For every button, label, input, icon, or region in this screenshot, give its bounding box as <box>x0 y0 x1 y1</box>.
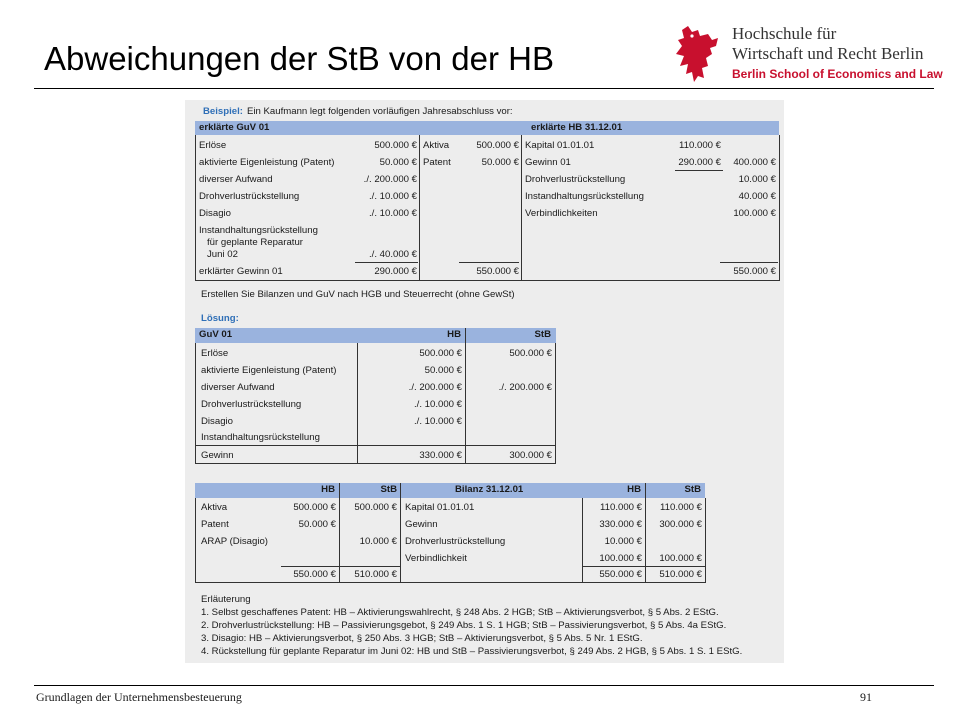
university-logo <box>672 24 943 86</box>
example-label: Beispiel: <box>203 106 243 117</box>
bilanz-liability-label: Gewinn <box>405 519 438 530</box>
berlin-bear-icon <box>672 24 724 84</box>
hb-liability-value: 10.000 € <box>738 174 776 185</box>
solution-guv-stb-header: StB <box>534 329 551 340</box>
solution-guv-row-label: Disagio <box>201 416 233 427</box>
solution-guv-row-hb: 50.000 € <box>424 365 462 376</box>
bilanz-asset-label: ARAP (Disagio) <box>201 536 269 547</box>
slide-title: Abweichungen der StB von der HB <box>44 40 554 77</box>
hb-liability-value: 400.000 € <box>733 157 776 168</box>
guv-row-value: 500.000 € <box>374 140 417 151</box>
guv-total-value: 290.000 € <box>374 266 417 277</box>
solution-guv-row-hb: ./. 200.000 € <box>408 382 462 393</box>
task-text: Erstellen Sie Bilanzen und GuV nach HGB und Steuerrecht (ohne GewSt) <box>201 289 515 300</box>
hb-liability-label: Verbindlichkeiten <box>525 208 598 219</box>
hb-asset-label: Aktiva <box>423 140 450 151</box>
note-item: 2. Drohverlustrückstellung: HB – Passivierungsgebot, § 249 Abs. 1 S. 1 HGB; StB – Passivierungsverbot, § 5 Abs. 4a EStG. <box>201 620 727 631</box>
hb-liability-label: Drohverlustrückstellung <box>525 174 626 185</box>
bilanz-liability-stb: 110.000 € <box>660 502 702 513</box>
bilanz-title: Bilanz 31.12.01 <box>455 484 524 495</box>
guv-title: erklärte GuV 01 <box>199 122 270 133</box>
solution-guv-row-hb: ./. 10.000 € <box>413 399 462 410</box>
guv-row-label: Erlöse <box>199 140 227 151</box>
title-divider <box>34 88 934 89</box>
bilanz-liability-label: Drohverlustrückstellung <box>405 536 506 547</box>
hb-asset-label: Patent <box>423 157 451 168</box>
guv-row-label: Instandhaltungsrückstellung <box>199 225 318 236</box>
bilanz-stb-right-header: StB <box>684 484 701 495</box>
footer-divider <box>34 685 934 686</box>
guv-row-value: ./. 40.000 € <box>368 249 417 260</box>
footer-course-title: Grundlagen der Unternehmensbesteuerung <box>36 690 242 704</box>
guv-row-value: ./. 10.000 € <box>368 191 417 202</box>
bilanz-asset-stb: 500.000 € <box>354 502 397 513</box>
guv-row-label: Juni 02 <box>207 249 238 260</box>
note-item: 1. Selbst geschaffenes Patent: HB – Aktivierungswahlrecht, § 248 Abs. 2 HGB; StB – Aktivierungsverbot, § 5 Abs. 2 EStG. <box>201 607 719 618</box>
page-number: 91 <box>860 690 872 704</box>
bilanz-liability-stb: 100.000 € <box>659 553 702 564</box>
bilanz-liability-hb: 330.000 € <box>599 519 642 530</box>
logo-line-2: Wirtschaft und Recht Berlin <box>732 44 924 63</box>
hb-liability-value: 40.000 € <box>738 191 776 202</box>
guv-row-value: ./. 10.000 € <box>368 208 417 219</box>
guv-total-label: erklärter Gewinn 01 <box>199 266 283 277</box>
hb-liability-label: Gewinn 01 <box>525 157 571 168</box>
guv-row-label: für geplante Reparatur <box>207 237 303 248</box>
bilanz-asset-hb: 500.000 € <box>293 502 336 513</box>
solution-guv-total-label: Gewinn <box>201 450 234 461</box>
hb-liability-sub: 110.000 € <box>679 140 721 151</box>
bilanz-asset-hb: 50.000 € <box>298 519 336 530</box>
guv-row-value: 50.000 € <box>379 157 417 168</box>
solution-guv-total-hb: 330.000 € <box>419 450 462 461</box>
bilanz-liability-label: Kapital 01.01.01 <box>405 502 475 513</box>
note-item: 3. Disagio: HB – Aktivierungsverbot, § 250 Abs. 3 HGB; StB – Aktivierungsverbot, § 5 Abs. 5 Nr. 1 EStG. <box>201 633 643 644</box>
solution-guv-row-hb: ./. 10.000 € <box>413 416 462 427</box>
bilanz-liability-hb: 100.000 € <box>599 553 642 564</box>
bilanz-total-stb-right: 510.000 € <box>659 569 702 580</box>
example-intro: Ein Kaufmann legt folgenden vorläufigen Jahresabschluss vor: <box>247 106 513 117</box>
bilanz-liability-hb: 110.000 € <box>600 502 642 513</box>
hb-liability-label: Kapital 01.01.01 <box>525 140 595 151</box>
solution-guv-row-stb: ./. 200.000 € <box>498 382 552 393</box>
bilanz-hb-left-header: HB <box>321 484 335 495</box>
solution-guv-hb-header: HB <box>447 329 461 340</box>
document-scan <box>185 100 784 663</box>
solution-guv-row-label: diverser Aufwand <box>201 382 275 393</box>
bilanz-total-hb-left: 550.000 € <box>293 569 336 580</box>
solution-guv-row-hb: 500.000 € <box>419 348 462 359</box>
solution-guv-header <box>195 328 556 343</box>
bilanz-asset-label: Patent <box>201 519 229 530</box>
hb-asset-value: 500.000 € <box>476 140 519 151</box>
guv-row-label: aktivierte Eigenleistung (Patent) <box>199 157 335 168</box>
bilanz-liability-hb: 10.000 € <box>604 536 642 547</box>
solution-guv-row-label: aktivierte Eigenleistung (Patent) <box>201 365 337 376</box>
bilanz-stb-left-header: StB <box>380 484 397 495</box>
logo-line-1: Hochschule für <box>732 24 837 43</box>
guv-row-value: ./. 200.000 € <box>363 174 417 185</box>
bilanz-asset-label: Aktiva <box>201 502 228 513</box>
solution-guv-row-label: Drohverlustrückstellung <box>201 399 302 410</box>
solution-guv-row-label: Erlöse <box>201 348 229 359</box>
hb-liability-value: 100.000 € <box>733 208 776 219</box>
hb-liabilities-total: 550.000 € <box>733 266 776 277</box>
hb-liability-label: Instandhaltungsrückstellung <box>525 191 644 202</box>
logo-line-3: Berlin School of Economics and Law <box>732 67 943 81</box>
solution-label: Lösung: <box>201 313 239 324</box>
bilanz-total-hb-right: 550.000 € <box>599 569 642 580</box>
bilanz-asset-stb: 10.000 € <box>359 536 397 547</box>
notes-title: Erläuterung <box>201 594 251 605</box>
guv-row-label: Drohverlustrückstellung <box>199 191 300 202</box>
note-item: 4. Rückstellung für geplante Reparatur im Juni 02: HB und StB – Passivierungsverbot, § 249 Abs. 2 HGB, § 5 Abs. 1 S. 1 EStG. <box>201 646 743 657</box>
solution-guv-row-stb: 500.000 € <box>509 348 552 359</box>
guv-row-label: diverser Aufwand <box>199 174 273 185</box>
hb-liability-sub: 290.000 € <box>678 157 721 168</box>
guv-row-label: Disagio <box>199 208 231 219</box>
hb-title: erklärte HB 31.12.01 <box>531 122 623 133</box>
solution-guv-total-stb: 300.000 € <box>509 450 552 461</box>
solution-guv-title: GuV 01 <box>199 329 233 340</box>
bilanz-total-stb-left: 510.000 € <box>354 569 397 580</box>
solution-guv-row-label: Instandhaltungsrückstellung <box>201 432 320 443</box>
hb-assets-total: 550.000 € <box>476 266 519 277</box>
bilanz-hb-right-header: HB <box>627 484 641 495</box>
bilanz-liability-label: Verbindlichkeit <box>405 553 467 564</box>
hb-asset-value: 50.000 € <box>481 157 519 168</box>
bilanz-liability-stb: 300.000 € <box>659 519 702 530</box>
example-table-header <box>195 121 779 135</box>
